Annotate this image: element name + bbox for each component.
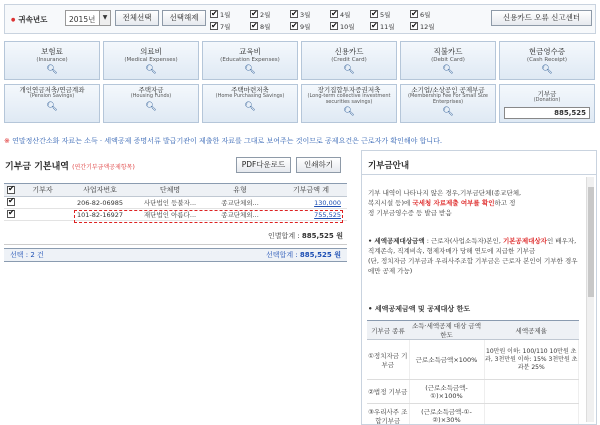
intro-line3: 정 기부금영수증 등 발급 받음 bbox=[368, 209, 452, 217]
category-6[interactable] bbox=[4, 84, 100, 123]
row-checkbox[interactable] bbox=[4, 197, 20, 209]
search-icon: 🔍︎ bbox=[244, 101, 256, 112]
donation-basic-title bbox=[5, 159, 135, 172]
category-0[interactable] bbox=[4, 41, 100, 80]
search-icon: 🔍︎ bbox=[343, 65, 355, 75]
cell-type: 종교단체외... bbox=[205, 197, 275, 209]
search-icon: 🔍︎ bbox=[46, 65, 58, 75]
intro-red: 국세청 자료제출 여부를 확인 bbox=[412, 199, 495, 207]
month-label: 2월 bbox=[260, 11, 271, 19]
category-english: (Membership Fee For Small Size Enterprises) bbox=[408, 93, 488, 105]
month-label: 12월 bbox=[420, 23, 435, 31]
print-button[interactable]: 인쇄하기 bbox=[296, 157, 341, 173]
month-checkbox[interactable] bbox=[250, 22, 270, 33]
month-label: 11월 bbox=[380, 23, 395, 31]
checkbox[interactable] bbox=[290, 22, 298, 30]
category-label: 개인연금저축/연금계좌 bbox=[19, 86, 85, 94]
search-icon: 🔍︎ bbox=[442, 107, 454, 117]
rt-rate bbox=[484, 404, 579, 425]
bullet2-title: • 세액공제금액 및 공제대상 한도 bbox=[368, 305, 471, 313]
donation-basic-title-text: 기부금 기본내역 bbox=[5, 162, 69, 172]
search-icon: 🔍︎ bbox=[442, 65, 454, 75]
notice-mark: ※ bbox=[4, 137, 10, 145]
category-english: (Education Expenses) bbox=[220, 57, 280, 63]
bullet1-title: • 세액공제대상금액 bbox=[368, 237, 425, 245]
category-english: (Donation) bbox=[533, 97, 561, 103]
col-biz-number: 사업자번호 bbox=[65, 184, 135, 197]
table-row[interactable] bbox=[4, 197, 347, 209]
month-label: 8월 bbox=[260, 23, 271, 31]
table-row bbox=[367, 380, 579, 404]
checkbox-all[interactable] bbox=[7, 186, 15, 194]
category-english: (Cash Receipt) bbox=[526, 57, 568, 63]
category-10[interactable] bbox=[400, 84, 496, 123]
rt-limit: (근로소득금액-①-②)×30% bbox=[409, 404, 484, 425]
search-icon: 🔍︎ bbox=[46, 101, 58, 112]
category-9[interactable] bbox=[301, 84, 397, 123]
row-checkbox[interactable] bbox=[4, 209, 20, 221]
rt-rate: 10만원 이하: 100/110 10만원 초과, 3천만원 이하: 15% 3천만원 초과분 25% bbox=[484, 340, 579, 380]
cell-biz-number: 101-82-16927 bbox=[65, 209, 135, 221]
col-org-name: 단체명 bbox=[135, 184, 205, 197]
month-checkboxes bbox=[210, 8, 450, 34]
intro-line2: 복지시설 등)에 국세청 자료제출 여부를 확인하고 정 bbox=[368, 199, 516, 207]
month-checkbox[interactable] bbox=[370, 22, 395, 33]
month-label: 4월 bbox=[340, 11, 351, 19]
amount-link[interactable]: 755,525 bbox=[314, 210, 341, 219]
cell-type: 종교단체외... bbox=[205, 209, 275, 221]
selected-count: 선택 : 2 건 bbox=[10, 251, 44, 259]
checkbox[interactable] bbox=[210, 10, 218, 18]
checkbox[interactable] bbox=[330, 22, 338, 30]
category-english: (Insurance) bbox=[36, 57, 68, 63]
rt-col-limit: 소득·세액공제 대상 금액 한도 bbox=[409, 321, 484, 340]
checkbox[interactable] bbox=[370, 22, 378, 30]
select-all-button[interactable]: 전체선택 bbox=[115, 10, 159, 26]
month-label: 10월 bbox=[340, 23, 355, 31]
checkbox[interactable] bbox=[250, 22, 258, 30]
rt-kind: ③우리사주 조합기부금 bbox=[367, 404, 409, 425]
guide-scrollbar[interactable] bbox=[586, 177, 594, 422]
category-label: 소기업/소상공인 공제부금 bbox=[411, 86, 485, 94]
cell-giver bbox=[20, 197, 65, 209]
rt-col-rate: 세액공제율 bbox=[484, 321, 579, 340]
category-label: 보험료 bbox=[41, 47, 63, 56]
guide-content bbox=[362, 176, 586, 424]
checkbox[interactable] bbox=[210, 22, 218, 30]
category-label: 직불카드 bbox=[433, 47, 463, 56]
category-label: 신용카드 bbox=[334, 47, 364, 56]
checkbox[interactable] bbox=[250, 10, 258, 18]
category-label: 기부금 bbox=[537, 90, 557, 98]
month-checkbox[interactable] bbox=[210, 22, 230, 33]
search-icon: 🔍︎ bbox=[145, 65, 157, 75]
month-checkbox[interactable] bbox=[290, 22, 310, 33]
notice bbox=[4, 136, 442, 146]
category-11[interactable] bbox=[499, 84, 595, 123]
month-label: 7월 bbox=[220, 23, 231, 31]
search-icon: 🔍︎ bbox=[145, 101, 157, 112]
col-type: 유형 bbox=[205, 184, 275, 197]
year-select-value: 2015년 bbox=[69, 15, 96, 24]
checkbox[interactable] bbox=[290, 10, 298, 18]
category-7[interactable] bbox=[103, 84, 199, 123]
category-english: (Medical Expenses) bbox=[124, 57, 178, 63]
person-total-label: 인별합계 : bbox=[268, 232, 300, 240]
table-row bbox=[367, 340, 579, 380]
category-5[interactable] bbox=[499, 41, 595, 80]
selected-total-value: 885,525 원 bbox=[299, 251, 341, 259]
rt-col-kind: 기부금 종류 bbox=[367, 321, 409, 340]
cell-giver bbox=[20, 209, 65, 221]
person-total-value: 885,525 원 bbox=[301, 232, 343, 240]
category-label: 의료비 bbox=[140, 47, 162, 56]
deduction-table bbox=[367, 320, 579, 424]
cell-biz-number: 206-82-06985 bbox=[65, 197, 135, 209]
checkbox[interactable] bbox=[370, 10, 378, 18]
month-label: 5월 bbox=[380, 11, 391, 19]
guide-title: 기부금안내 bbox=[362, 151, 596, 175]
chevron-down-icon: ▼ bbox=[99, 11, 110, 25]
bullet1-note: (단, 정치자금 기부금과 우리사주조합 기부금은 근로자 본인이 기부한 경우에만 공제 가능) bbox=[368, 257, 578, 275]
donation-basic-subtitle: (연간기부금액공제항목) bbox=[72, 164, 135, 171]
category-3[interactable] bbox=[301, 41, 397, 80]
header-checkbox[interactable] bbox=[4, 184, 20, 197]
search-icon: 🔍︎ bbox=[343, 107, 355, 117]
intro-line1: 기부 내역이 나타나지 않은 경우,기부금단체(종교단체, bbox=[368, 189, 522, 197]
month-label: 6월 bbox=[420, 11, 431, 19]
category-english: (Housing Funds) bbox=[130, 93, 172, 99]
category-english: (Home Purchasing Savings) bbox=[215, 93, 285, 99]
highlight-box bbox=[74, 210, 343, 223]
category-label: 장기집합투자증권저축 bbox=[317, 86, 381, 94]
category-8[interactable] bbox=[202, 84, 298, 123]
pdf-download-button[interactable]: PDF다운로드 bbox=[236, 157, 291, 173]
search-icon: 🔍︎ bbox=[541, 65, 553, 75]
month-checkbox[interactable] bbox=[410, 22, 435, 33]
col-giver: 기부자 bbox=[20, 184, 65, 197]
table-header-row bbox=[4, 184, 347, 197]
rt-kind: ②법정 기부금 bbox=[367, 380, 409, 404]
checkbox[interactable] bbox=[410, 22, 418, 30]
rt-rate bbox=[484, 380, 579, 404]
month-checkbox[interactable] bbox=[330, 22, 355, 33]
table-row bbox=[367, 404, 579, 425]
donation-guide-panel bbox=[361, 150, 597, 425]
cell-amount bbox=[275, 197, 347, 209]
deselect-button[interactable]: 선택해제 bbox=[162, 10, 206, 26]
bullet-deduction-target: • 세액공제대상금액 : 근로자(사업소득자)본인, 기본공제대상자인 배우자, 직계존속, 직계비속, 형제자매가 당해 연도에 지급한 기부금 (단, 정치자금 기부금과 우리사주조합 기부금은 근로자 본인이 기부한 경우에만 공제 가능) bbox=[368, 237, 578, 275]
selected-total-row bbox=[4, 248, 347, 262]
category-4[interactable] bbox=[400, 41, 496, 80]
category-2[interactable] bbox=[202, 41, 298, 80]
checkbox[interactable] bbox=[410, 10, 418, 18]
amount-link[interactable]: 130,000 bbox=[314, 198, 341, 207]
cell-org-name: 재단법인 아름다... bbox=[135, 209, 205, 221]
notice-text: 연말정산간소화 자료는 소득 · 세액공제 증명서류 발급기관이 제출한 자료를 그대로 보여주는 것이므로 공제요건은 근로자가 확인해야 합니다. bbox=[12, 137, 443, 145]
month-label: 1월 bbox=[220, 11, 231, 19]
year-label: ● 귀속년도 bbox=[11, 14, 47, 25]
checkbox[interactable] bbox=[7, 210, 15, 218]
rt-limit: 근로소득금액×100% bbox=[409, 340, 484, 380]
search-icon: 🔍︎ bbox=[244, 65, 256, 75]
category-english: (Debit Card) bbox=[431, 57, 465, 63]
donation-amount: 885,525 bbox=[504, 107, 590, 119]
rt-limit: (근로소득금액-①)×100% bbox=[409, 380, 484, 404]
category-english: (Long-term collective investment securities savings) bbox=[307, 93, 391, 105]
category-label: 주택자금 bbox=[138, 86, 164, 94]
scrollbar-thumb[interactable] bbox=[588, 187, 594, 297]
filter-bar bbox=[4, 4, 596, 34]
category-english: (Credit Card) bbox=[331, 57, 367, 63]
category-english: (Pension Savings) bbox=[29, 93, 75, 99]
category-1[interactable] bbox=[103, 41, 199, 80]
cell-org-name: 사단법인 등불자... bbox=[135, 197, 205, 209]
guide-intro bbox=[368, 188, 573, 218]
person-total-row bbox=[4, 231, 347, 245]
checkbox[interactable] bbox=[7, 198, 15, 206]
category-label: 현금영수증 bbox=[528, 47, 566, 56]
col-amount: 기부금액 계 bbox=[275, 184, 347, 197]
category-label: 주택마련저축 bbox=[231, 86, 269, 94]
month-label: 3월 bbox=[300, 11, 311, 19]
month-label: 9월 bbox=[300, 23, 311, 31]
card-error-report-button[interactable]: 신용카드 오류 신고센터 bbox=[491, 10, 592, 26]
selected-total-label: 선택합계 : bbox=[266, 251, 298, 259]
rt-kind: ①정치자금 기부금 bbox=[367, 340, 409, 380]
year-select[interactable] bbox=[65, 10, 111, 26]
checkbox[interactable] bbox=[330, 10, 338, 18]
category-label: 교육비 bbox=[239, 47, 261, 56]
